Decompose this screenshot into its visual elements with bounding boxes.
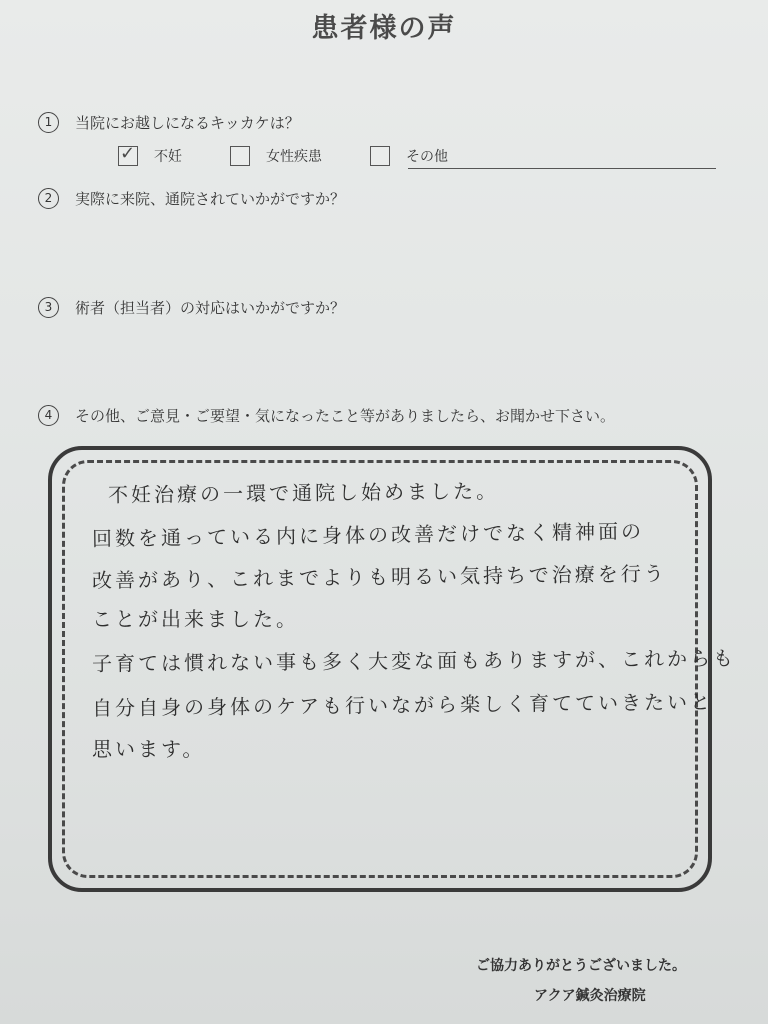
checkbox[interactable] [118, 143, 138, 166]
comment-line: 回数を通っている内に身体の改善だけでなく精神面の [91, 519, 645, 551]
page-title: 患者様の声 [311, 13, 457, 44]
question-number: 2 [38, 188, 59, 209]
question-number: 3 [38, 297, 59, 318]
check-mark-icon: ✓ [120, 143, 136, 164]
clinic-name: アクア鍼灸治療院 [534, 988, 646, 1004]
thanks-message: ご協力ありがとうございました。 [476, 958, 686, 974]
checkbox[interactable] [370, 146, 390, 166]
comment-line: 自分自身の身体のケアも行いながら楽しく育てていきたいと [91, 689, 714, 721]
other-answer-line[interactable] [408, 168, 716, 169]
comment-line: 不妊治療の一環で通院し始めました。 [107, 478, 500, 508]
choice-label: 不妊 [154, 149, 182, 165]
choice-other[interactable] [370, 146, 448, 166]
question-2 [38, 188, 345, 209]
choice-label: 女性疾患 [266, 149, 322, 165]
comment-line: 思います。 [92, 737, 206, 761]
choice-infertility[interactable] [118, 143, 182, 166]
question-1 [38, 112, 300, 133]
choice-womens-disease[interactable] [230, 146, 322, 166]
comment-line: 子育ては慣れない事も多く大変な面もありますが、これからも [91, 646, 737, 676]
choice-label: その他 [406, 149, 448, 165]
checkbox[interactable] [230, 146, 250, 166]
comment-line: 改善があり、これまでよりも明るい気持ちで治療を行う [91, 561, 667, 593]
question-text: 術者（担当者）の対応はいかがですか？ [75, 299, 346, 317]
question-text: 当院にお越しになるキッカケは？ [75, 114, 300, 132]
question-number: 1 [38, 112, 59, 133]
question-4 [38, 405, 615, 426]
question-3 [38, 297, 345, 318]
question-number: 4 [38, 405, 59, 426]
question-text: 実際に来院、通院されていかがですか？ [75, 190, 346, 208]
comment-line: ことが出来ました。 [92, 607, 299, 631]
question-text: その他、ご意見・ご要望・気になったこと等がありましたら、お聞かせ下さい。 [75, 407, 616, 425]
